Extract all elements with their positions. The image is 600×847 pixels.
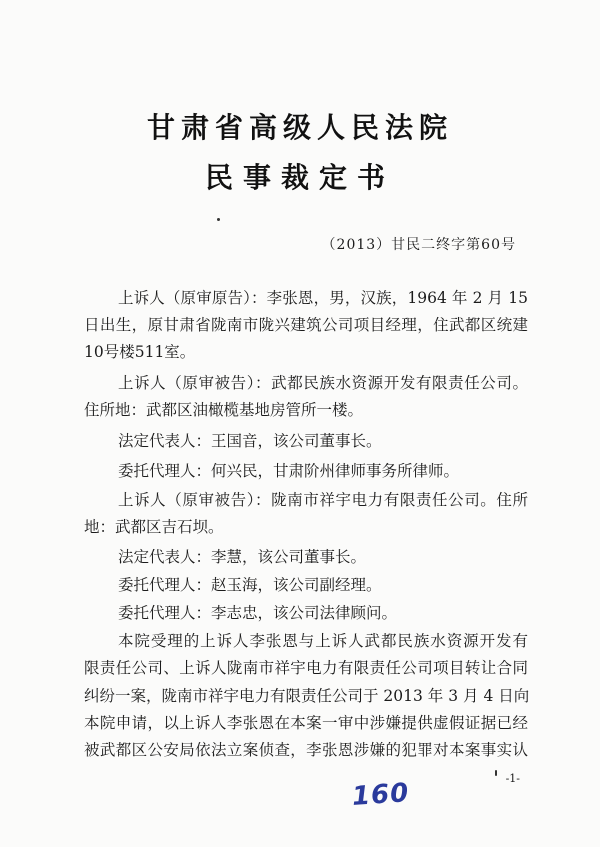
- body-line: 日出生，原甘肃省陇南市陇兴建筑公司项目经理，住武都区统建: [84, 316, 528, 334]
- scan-speck: [495, 770, 497, 776]
- document-type: 民事裁定书: [204, 161, 395, 194]
- body-line: 纠纷一案，陇南市祥宇电力有限责任公司于 2013 年 3 月 4 日向: [84, 687, 530, 705]
- court-name: 甘肃省高级人民法院: [146, 111, 453, 144]
- body-line: 被武都区公安局依法立案侦查，李张恩涉嫌的犯罪对本案事实认: [84, 741, 528, 759]
- body-line: 委托代理人：赵玉海，该公司副经理。: [118, 576, 382, 594]
- body-line: 法定代表人：李慧，该公司董事长。: [118, 548, 367, 566]
- body-line: 上诉人（原审被告）：陇南市祥宇电力有限责任公司。住所: [118, 491, 528, 509]
- scan-speck: [217, 218, 220, 221]
- body-line: 委托代理人：何兴民，甘肃阶州律师事务所律师。: [118, 462, 460, 480]
- page-number: -1-: [505, 772, 520, 785]
- body-line: 限责任公司、上诉人陇南市祥宇电力有限责任公司项目转让合同: [84, 659, 528, 677]
- body-line: 本院受理的上诉人李张恩与上诉人武都民族水资源开发有: [118, 632, 528, 650]
- body-line: 本院申请，以上诉人李张恩在本案一审中涉嫌提供虚假证据已经: [84, 714, 528, 732]
- body-line: 住所地：武都区油橄榄基地房管所一楼。: [84, 401, 364, 419]
- handwritten-page-number: 160: [351, 778, 411, 812]
- body-line: 委托代理人：李志忠，该公司法律顾问。: [118, 604, 398, 622]
- body-line: 上诉人（原审被告）：武都民族水资源开发有限责任公司。: [118, 374, 528, 392]
- body-line: 10号楼511室。: [84, 343, 196, 361]
- body-line: 法定代表人：王国音，该公司董事长。: [118, 432, 382, 450]
- body-line: 地：武都区吉石坝。: [84, 518, 224, 536]
- case-number: （2013）甘民二终字第60号: [321, 237, 516, 253]
- body-line: 上诉人（原审原告）：李张恩，男，汉族，1964 年 2 月 15: [118, 289, 528, 307]
